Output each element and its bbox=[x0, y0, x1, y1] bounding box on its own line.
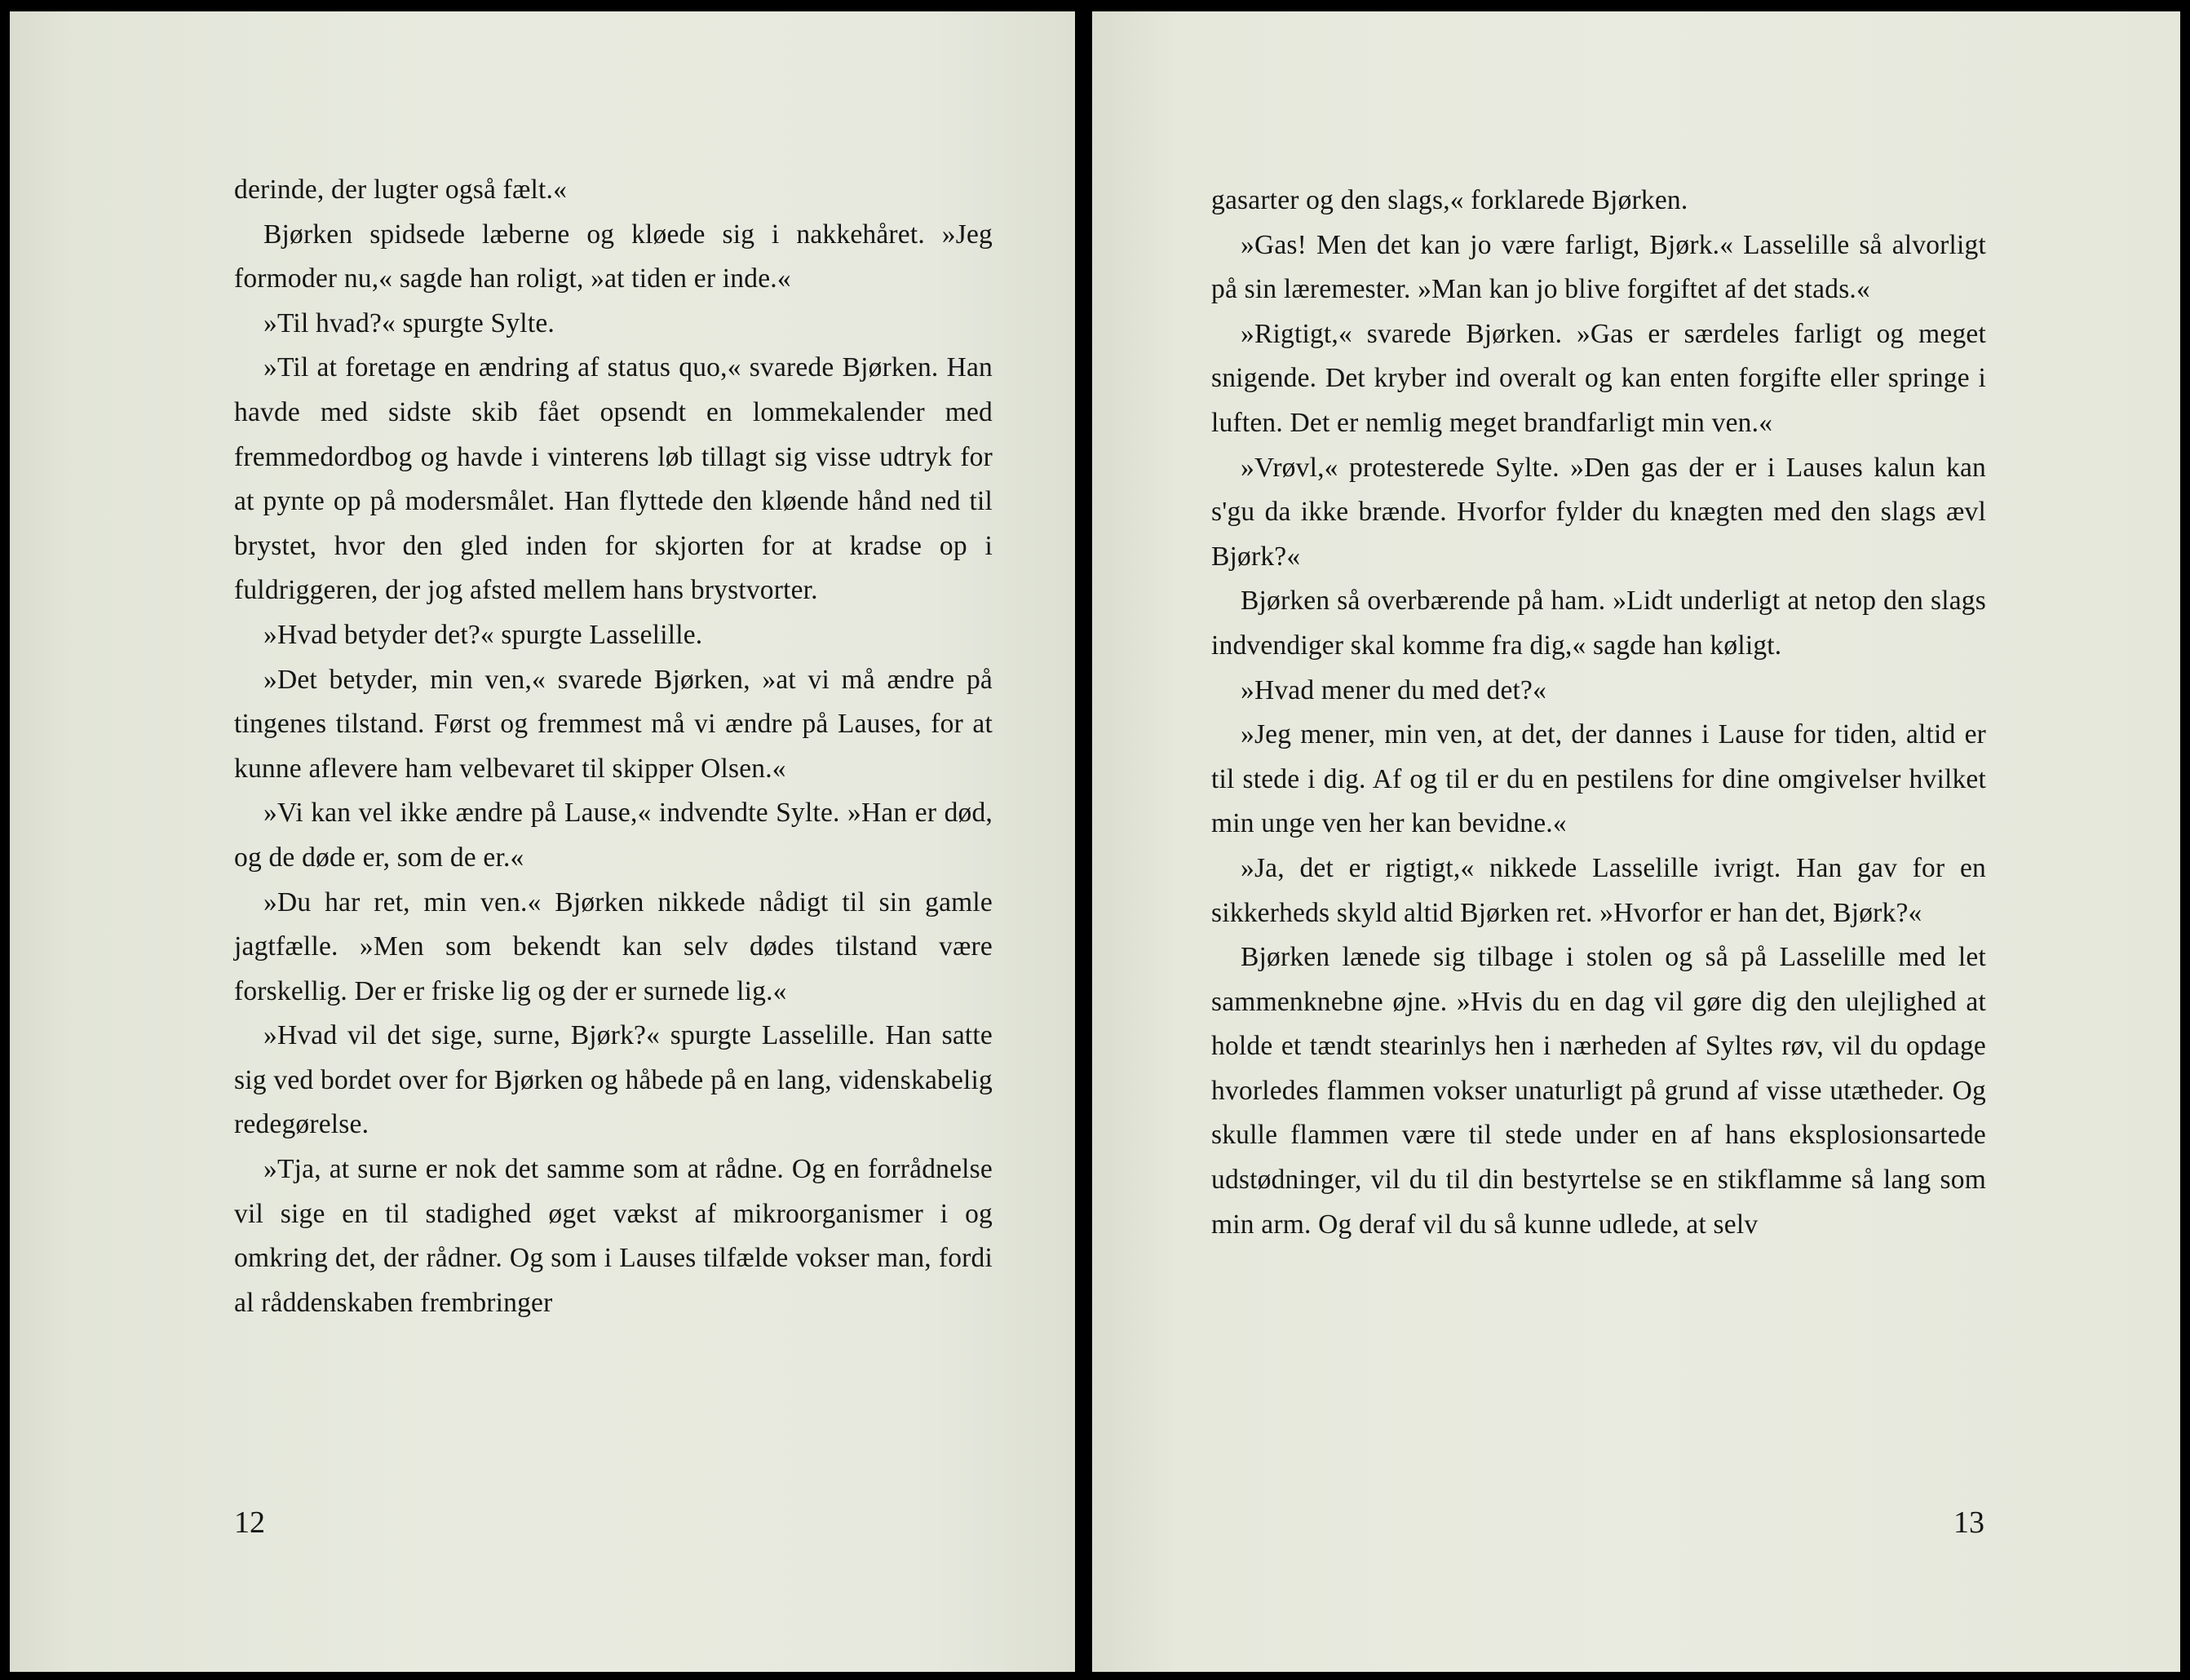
paragraph: Bjørken lænede sig tilbage i stolen og så på Lasselille med let sammenknebne øjne. »Hvis du en dag vil gøre dig den ulejlighed at holde et tændt stearinlys hen i nærheden af Syltes røv, vil du opdage hvorledes flammen vokser unaturligt på grund af visse utætheder. Og skulle flammen være til stede under en af hans eksplosionsartede udstødninger, vil du til din bestyrtelse se en stikflamme så lang som min arm. Og deraf vil du så kunne udlede, at selv bbox=[1211, 942, 1986, 1240]
page-number-left: 12 bbox=[234, 1505, 265, 1540]
paragraph: »Vrøvl,« protesterede Sylte. »Den gas der er i Lauses kalun kan s'gu da ikke brænde. Hvorfor fylder du knægten med den slags ævl Bjørk?« bbox=[1211, 452, 1986, 572]
paragraph: derinde, der lugter også fælt.« bbox=[234, 175, 568, 205]
paragraph: »Du har ret, min ven.« Bjørken nikkede nådigt til sin gamle jagtfælle. »Men som bekendt kan selv dødes tilstand være forskellig. Der er friske lig og der er surnede lig.« bbox=[234, 886, 993, 1006]
paragraph: »Til hvad?« spurgte Sylte. bbox=[263, 307, 555, 338]
paragraph: gasarter og den slags,« forklarede Bjørken. bbox=[1211, 185, 1688, 215]
paragraph: »Hvad mener du med det?« bbox=[1241, 674, 1547, 705]
paragraph: »Hvad betyder det?« spurgte Lasselille. bbox=[263, 619, 703, 650]
paragraph: »Tja, at surne er nok det samme som at rådne. Og en forrådnelse vil sige en til stadighed øget vækst af mikroorganismer i og omkring det, der rådner. Og som i Lauses tilfælde vokser man, fordi al råddenskaben frembringer bbox=[234, 1154, 993, 1318]
paragraph: »Rigtigt,« svarede Bjørken. »Gas er særdeles farligt og meget snigende. Det kryber ind overalt og kan enten forgifte eller springe i luften. Det er nemlig meget brandfarligt min ven.« bbox=[1211, 318, 1986, 438]
page-number-right: 13 bbox=[1953, 1505, 1984, 1540]
paragraph: »Til at foretage en ændring af status quo,« svarede Bjørken. Han havde med sidste skib fået opsendt en lommekalender med fremmedordbog og havde i vinterens løb tillagt sig visse udtryk for at pynte op på modersmålet. Han flyttede den kløende hånd ned til brystet, hvor den gled inden for skjorten for at kradse op i fuldriggeren, der jog afsted mellem hans brystvorter. bbox=[234, 352, 993, 606]
paragraph: »Jeg mener, min ven, at det, der dannes i Lause for tiden, altid er til stede i dig. Af og til er du en pestilens for dine omgivelser hvilket min unge ven her kan bevidne.« bbox=[1211, 719, 1986, 839]
paragraph: »Hvad vil det sige, surne, Bjørk?« spurgte Lasselille. Han satte sig ved bordet over for Bjørken og håbede på en lang, videnskabelig redegørelse. bbox=[234, 1020, 993, 1140]
paragraph: »Vi kan vel ikke ændre på Lause,« indvendte Sylte. »Han er død, og de døde er, som de er.« bbox=[234, 798, 993, 873]
paragraph: Bjørken spidsede læberne og kløede sig i nakkehåret. »Jeg formoder nu,« sagde han roligt, »at tiden er inde.« bbox=[234, 219, 993, 294]
left-page-text bbox=[234, 168, 993, 1325]
right-page-text bbox=[1211, 179, 1986, 1247]
paragraph: »Ja, det er rigtigt,« nikkede Lasselille ivrigt. Han gav for en sikkerheds skyld altid Bjørken ret. »Hvorfor er han det, Bjørk?« bbox=[1211, 852, 1986, 928]
right-page bbox=[1092, 11, 2180, 1672]
paragraph: »Gas! Men det kan jo være farligt, Bjørk.« Lasselille så alvorligt på sin læremester. »Man kan jo blive forgiftet af det stads.« bbox=[1211, 229, 1986, 305]
paragraph: Bjørken så overbærende på ham. »Lidt underligt at netop den slags indvendiger skal komme fra dig,« sagde han køligt. bbox=[1211, 586, 1986, 661]
paragraph: »Det betyder, min ven,« svarede Bjørken, »at vi må ændre på tingenes tilstand. Først og fremmest må vi ændre på Lauses, for at kunne aflevere ham velbevaret til skipper Olsen.« bbox=[234, 664, 993, 784]
left-page bbox=[10, 11, 1075, 1672]
